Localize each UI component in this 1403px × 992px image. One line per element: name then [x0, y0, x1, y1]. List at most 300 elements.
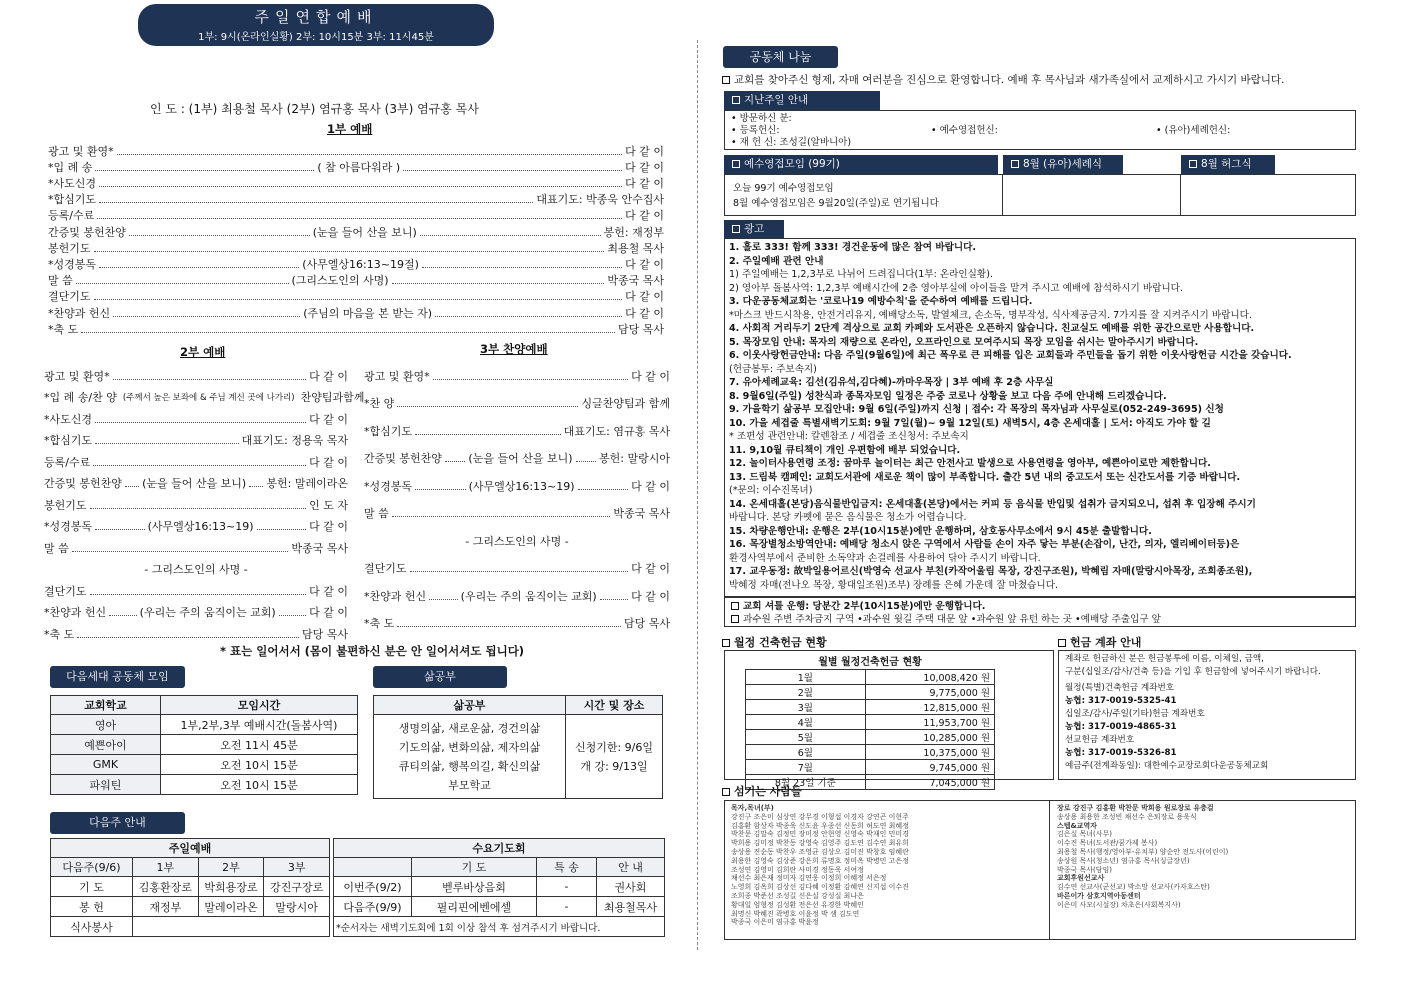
order-leader: 담당 목사 [617, 322, 664, 336]
notice-item: 15. 차량운행안내: 운행은 2부(10시15분)에만 운행하며, 삼호동사무소에서 9시 45분 출발합니다. [729, 525, 1152, 537]
order-label: *축 도 [44, 627, 75, 641]
sunday-cell: 말레이라온 [198, 897, 264, 917]
order-row [44, 411, 348, 426]
notice-item: 13. 드림북 캠페인: 교회도서관에 새로운 책이 많이 부족합니다. 출간 5년 내의 중고도서 또는 신간도서를 기증 바랍니다. [729, 471, 1241, 483]
leader-dots [113, 372, 307, 380]
leader-dots [397, 619, 621, 627]
servers-box [724, 800, 1356, 940]
order-detail: (사무엘상16:13~19) [468, 479, 575, 493]
leader-dots [99, 179, 622, 187]
notice-item: 3. 다운공동체교회는 '코로나19 예방수칙'을 준수하여 예배를 드립니다. [729, 296, 1033, 307]
table-row [51, 877, 330, 897]
order-leader: 박종국 목사 [291, 541, 348, 555]
checkbox-icon [722, 788, 730, 796]
order-row [44, 497, 348, 512]
order-label: 간증및 봉헌찬양 [48, 225, 126, 239]
account-number: 농협: 317-0019-4865-31 [1065, 722, 1177, 732]
server-line: 목자,목녀(부) [731, 804, 774, 812]
order-row [364, 368, 670, 383]
notice-item: 7. 유아세례교육: 김선(김유석,김다혜)-까마우목장 | 3부 예배 후 2층 사무실 [729, 377, 1054, 388]
order-row [364, 616, 670, 631]
leader-dots [93, 458, 306, 466]
sunday-cell: 김홍환장로 [133, 877, 199, 897]
order-label: *찬양과 헌신 [48, 306, 111, 320]
month-cell: 5월 [746, 730, 866, 745]
leader-dots [95, 415, 306, 423]
order-leader: 박종국 목사 [613, 507, 670, 520]
order-leader: 다 같 이 [631, 589, 671, 603]
account-box [1058, 650, 1356, 780]
life-course-line: 부모학교 [448, 778, 491, 792]
sunday-cell: 박희용장로 [198, 877, 264, 897]
notice-item: 16. 목장별청소방역안내: 예배당 청소시 앉은 구역에서 사람들 손이 자주 닿는 부분(손잡이, 난간, 의자, 엘리베이터등)은 [729, 539, 1240, 550]
amount-cell: 9,775,000 원 [865, 685, 994, 700]
table-row [746, 685, 995, 700]
leader-dots [76, 276, 289, 284]
order-row [48, 273, 664, 288]
table-row [51, 897, 330, 917]
order-row [44, 368, 348, 383]
leader-dots [129, 228, 310, 236]
life-deadline: 신청기한: 9/6일 [574, 740, 654, 754]
leader-dots [392, 509, 611, 517]
server-line: 바른이가 삼호지역아동센터 [1057, 891, 1141, 900]
order-row [48, 240, 664, 255]
events-box [724, 174, 1356, 216]
notice-item: 11. 9,10월 큐티책이 개인 우편함에 배부 되었습니다. [729, 444, 961, 456]
divider [1002, 175, 1003, 215]
notice-item: 2) 영아부 돌봄사역: 1,2,3부 예배시간에 2층 영아부실에 아이들을 맡겨 주시고 예배에 참석하시기 바랍니다. [729, 282, 1183, 294]
server-line: 송상용 최용한 조성빈 채선수 은퇴장로 용욱식 [1057, 812, 1197, 821]
order-label: *합심기도 [48, 193, 97, 207]
building-heading [722, 634, 827, 650]
order-leader: 다 같 이 [631, 562, 670, 575]
servers-heading [722, 783, 802, 799]
leader-dots [94, 292, 623, 300]
baptism-line: • (유아)세례헌신: [1156, 125, 1231, 136]
checkbox-icon [722, 76, 730, 84]
order-row [364, 533, 670, 548]
order-subtitle: - 그리스도인의 사명 - [144, 563, 248, 576]
server-line: 박종국 목사(담임) [1057, 865, 1113, 874]
order-row [44, 454, 348, 469]
notice-item: *마스크 반드시착용, 안전거리유지, 예배당소독, 발열체크, 손소독, 명부작성, 식사제공금지. 7가지를 잘 지켜주시기 바랍니다. [729, 309, 1252, 321]
order-row [44, 626, 348, 641]
leader-dots [415, 427, 561, 435]
sunday-cell: 식사봉사 [51, 917, 133, 937]
wed-col: 기 도 [412, 858, 537, 877]
servers-left-list [731, 804, 909, 927]
wed-col: 특 송 [537, 858, 597, 877]
server-line: 교회후원선교사 [1057, 874, 1105, 883]
life-schedule [566, 715, 663, 799]
service2-heading: 2부 예배 [180, 345, 226, 359]
life-col-time: 시간 및 장소 [566, 696, 663, 715]
leader-dots [445, 454, 466, 462]
wed-col: 안 내 [597, 858, 665, 877]
order-label: *찬 양 [364, 397, 395, 410]
checkbox-icon [1011, 160, 1019, 168]
order-row [364, 451, 670, 466]
life-heading: 삶공부 [373, 666, 507, 688]
building-box [724, 650, 1054, 789]
leader-dots [397, 399, 578, 407]
account-heading [1058, 634, 1141, 650]
server-line: 조희종 박준선 조성길 신은실 강성실 최나은 [731, 891, 864, 900]
order-row [48, 305, 664, 320]
order-row [48, 256, 664, 271]
notice-item: (헌금봉투: 주보속지) [729, 363, 817, 375]
nextgen-cell: 1부,2부,3부 예배시간(돌봄사역) [161, 715, 358, 735]
leader-dots [77, 630, 299, 638]
notice-item: 12. 놀이터사용연령 조정: 꿈마루 놀이터는 최근 안전사고 발생으로 사용연령을 영아부, 예쁜아이로만 제한합니다. [729, 458, 1211, 469]
leader-dots [97, 211, 622, 219]
sunday-col: 3부 [264, 858, 330, 877]
order-row [48, 143, 664, 158]
leader-dots [600, 592, 629, 600]
amount-cell: 10,285,000 원 [865, 730, 994, 745]
month-cell: 1월 [746, 670, 866, 685]
notice-heading [724, 220, 784, 238]
order-leader: 담당 목사 [623, 617, 670, 630]
parking-box [724, 597, 1356, 627]
order-label: *찬양과 헌신 [364, 589, 427, 603]
order-label: 결단기도 [364, 562, 407, 575]
nextgen-col-school: 교회학교 [51, 696, 161, 715]
server-line: 이은미 사모(시설장) 차초은(사회복지사) [1057, 900, 1181, 909]
order-label: *합심기도 [364, 424, 413, 438]
notice-item: 1. 홀로 333! 함께 333! 경건운동에 많은 참여 바랍니다. [729, 242, 977, 253]
order-detail: (눈을 들어 산을 보니) [142, 477, 247, 490]
notice-item: 6. 이웃사랑헌금안내: 다음 주일(9월6일)에 최근 폭우로 큰 피해를 입은 교회들과 주민들을 돕기 위한 이웃사랑헌금 시간을 갖습니다. [729, 350, 1292, 361]
server-line: 황대일 엄형정 김성환 전은선 유경한 박혜인 [731, 900, 864, 909]
servers-title: 섬기는 사람들 [734, 785, 802, 798]
leader-dots [257, 522, 307, 530]
hug-heading [1181, 155, 1275, 174]
server-line: 박희용 김미정 박찬동 강영숙 김영주 김도연 김수연 최유희 [731, 839, 909, 848]
nextgen-cell: 오전 11시 45분 [161, 735, 358, 755]
order-detail: (우리는 주의 움직이는 교회) [139, 606, 276, 619]
notice-item: 5. 목장모임 안내: 목자의 재량으로 온라인, 오프라인으로 모여주시되 목장 모임을 쉬시는 말아주시기 바랍니다. [729, 336, 1199, 348]
table-row [746, 670, 995, 685]
nextgen-cell: 오전 10시 15분 [161, 755, 358, 775]
notice-item: 1) 주일예배는 1,2,3부로 나뉘어 드려집니다(1부: 온라인실황). [729, 269, 993, 280]
order-row [364, 396, 670, 411]
registered-line: • 등록헌신: [731, 125, 780, 136]
nextgen-table [50, 695, 358, 795]
life-courses [374, 715, 566, 799]
checkbox-icon [732, 96, 740, 104]
notice-item: 바랍니다. 본당 카펫에 묻은 음식물은 청소가 어렵습니다. [729, 512, 967, 523]
amount-cell: 10,375,000 원 [865, 745, 994, 760]
wed-cell: 필리핀에벤에셀 [412, 897, 537, 917]
nextweek-heading: 다음주 안내 [50, 812, 185, 834]
sunday-col: 다음주(9/6) [51, 858, 133, 877]
order-label: 말 씀 [44, 541, 69, 555]
amount-cell: 12,815,000 원 [865, 700, 994, 715]
order-leader: 봉헌: 재정부 [603, 225, 665, 239]
last-week-heading [724, 91, 880, 110]
leader-dots [72, 544, 289, 552]
server-line: 최용한 김영숙 김상준 강은희 류명호 정미옥 박병민 고은정 [731, 856, 909, 865]
order-leader: 다 같 이 [631, 369, 670, 383]
jesus-heading [724, 155, 998, 174]
order-row [48, 175, 664, 190]
server-line: 노영희 김옥희 김상선 김다혜 이정환 김혜연 신지섭 이수진 [731, 883, 909, 892]
accept-jesus-line: • 예수영접헌신: [931, 125, 998, 136]
order-row [44, 540, 348, 555]
checkbox-icon [1189, 160, 1197, 168]
order-label: 봉헌기도 [48, 241, 91, 255]
order-leader: 대표기도: 염규홍 목사 [563, 424, 670, 438]
checkbox-icon [732, 160, 740, 168]
order-detail: (주께서 높은 보좌에 & 주님 계신 곳에 나가리) [122, 393, 295, 403]
table-row [334, 877, 665, 897]
account-title: 헌금 계좌 안내 [1070, 636, 1142, 649]
order-row [44, 476, 348, 491]
wed-cell: - [537, 877, 597, 897]
order-leader: 박종국 목사 [607, 274, 665, 288]
table-row [746, 745, 995, 760]
leader-dots [435, 309, 622, 317]
server-line: 김수연 선교사(군선교) 박소망 선교사(카자흐스탄) [1057, 883, 1210, 892]
order-leader: 다 같 이 [625, 290, 664, 304]
leader-dots [99, 260, 299, 268]
month-cell: 4월 [746, 715, 866, 730]
server-line: 박찬문 김말숙 김정민 장미정 안현영 신영숙 박재인 민미경 [731, 830, 909, 839]
order-leader: 찬양팀과함께 [300, 391, 365, 404]
community-heading: 공동체 나눔 [723, 46, 838, 68]
order-row [364, 561, 670, 576]
order-leader: 다 같 이 [625, 306, 665, 320]
divider [1049, 801, 1050, 939]
order-detail: ( 참 아름다워라 ) [317, 160, 401, 174]
account-line: 계좌로 헌금하신 분은 헌금봉투에 이름, 이체일, 금액, [1065, 654, 1264, 664]
account-number: 농협: 317-0019-5325-41 [1065, 696, 1177, 706]
table-row [746, 760, 995, 775]
order-row [44, 605, 348, 620]
month-cell: 7월 [746, 760, 866, 775]
order-row [364, 478, 670, 493]
month-cell: 6월 [746, 745, 866, 760]
order-label: 말 씀 [48, 274, 73, 288]
leader-dots [113, 309, 300, 317]
sunday-cell: 재정부 [133, 897, 199, 917]
order-row [48, 208, 664, 223]
server-line: 채선수 최은재 정미자 김연웅 이정희 이혜정 서은정 [731, 874, 887, 883]
month-cell: 8월 23일 기준 [746, 775, 866, 790]
account-line: 월정(특별)건축헌금 계좌번호 [1065, 683, 1175, 693]
notice-item: (*문의: 이수진목녀) [729, 485, 813, 496]
leader-dots [249, 479, 263, 487]
life-col-course: 삶공부 [374, 696, 566, 715]
order-label: *찬양과 헌신 [44, 606, 107, 619]
order-label: 말 씀 [364, 507, 389, 520]
account-line: 선교헌금 계좌번호 [1065, 735, 1135, 745]
wed-cell: 벧루바상음회 [412, 877, 537, 897]
server-line: 김은실 목녀(사무) [1057, 830, 1113, 839]
servers-right-list [1057, 804, 1228, 910]
order-subtitle: - 그리스도인의 사명 - [465, 534, 569, 548]
order-label: 광고 및 환영* [44, 369, 110, 383]
order-leader: 다 같 이 [631, 479, 670, 493]
amount-cell: 11,953,700 원 [865, 715, 994, 730]
wed-head: 수요기도회 [334, 839, 665, 858]
nextgen-cell: 파워틴 [51, 775, 161, 795]
leader-dots [410, 564, 629, 572]
sunday-head: 주일예배 [51, 839, 330, 858]
jesus-line: 8월 예수영접모임은 9월20일(주일)로 연기됩니다 [733, 198, 939, 209]
order-detail: (눈을 들어 산을 보니) [312, 225, 417, 239]
service-times: 1부: 9시(온라인실황) 2부: 10시15분 3부: 11시45분 [198, 32, 434, 43]
sunday-col: 1부 [133, 858, 199, 877]
order-label: 결단기도 [44, 584, 87, 598]
leader-dots [90, 587, 307, 595]
order-row [48, 321, 664, 336]
notice-item: 환경사역부에서 준비한 소독약과 손걸레를 사용하여 닦아 주시기 바랍니다. [729, 552, 1041, 564]
table-row [51, 775, 358, 795]
order-detail: (사무엘상16:13~19) [147, 520, 254, 533]
wednesday-table [333, 838, 665, 937]
leader-dots [95, 163, 314, 171]
baptism-title: 8월 (유아)세례식 [1023, 158, 1103, 170]
notice-item: 2. 주일예배 관련 안내 [729, 255, 824, 267]
nextgen-heading: 다음세대 공동체 모임 [50, 666, 185, 688]
server-line: 이수진 목녀(도서관/꿈가제 봉사) [1057, 839, 1158, 848]
order-leader: 다 같 이 [309, 606, 349, 619]
order-label: 광고 및 환영* [48, 144, 114, 158]
building-table [745, 652, 995, 790]
life-course-line: 기도의삶, 변화의삶, 제자의삶 [398, 740, 541, 754]
notice-item: 9. 가을학기 삶공부 모집안내: 9월 6일(주일)까지 신청 | 접수: 각 목장의 목자님과 사무실로(052-249-3695) 신청 [729, 404, 1224, 415]
visitors-line: • 방문하신 분: [731, 113, 792, 124]
parking-text: 과수원 주변 주차금지 구역 •과수원 윗길 주택 대문 앞 •과수원 앞 유턴 하는 곳 •예배당 주출입구 앞 [743, 614, 1161, 625]
leader-dots [94, 244, 605, 252]
month-cell: 3월 [746, 700, 866, 715]
wed-cell: 최용철목사 [597, 897, 665, 917]
notice-box [724, 238, 1356, 597]
table-row [51, 715, 358, 735]
order-leader: 대표기도: 정용욱 목자 [241, 434, 348, 447]
leader-dots [420, 228, 601, 236]
order-row [48, 289, 664, 304]
leader-dots [415, 482, 466, 490]
order-row [44, 390, 365, 405]
wed-cell: 이번주(9/2) [334, 877, 412, 897]
order-leader: 다 같 이 [309, 369, 348, 383]
baptism-heading [1003, 155, 1123, 174]
checkbox-icon [1058, 639, 1066, 647]
order-row [44, 519, 348, 534]
order-label: 등록/수료 [48, 209, 95, 223]
leader-dots [95, 522, 145, 530]
order-label: 결단기도 [48, 290, 91, 304]
order-row [364, 423, 670, 438]
server-line: 최용철 목사(행정/영아부-유치부) 양순안 전도사(어린이) [1057, 847, 1229, 856]
order-row [44, 562, 348, 577]
notice-item: * 조편성 관련안내: 칼렌참조 / 세겹줄 조신청서: 주보속지 [729, 431, 969, 442]
table-row [51, 917, 330, 937]
life-start: 개 강: 9/13일 [580, 759, 648, 773]
order-label: 간증및 봉헌찬양 [364, 452, 442, 465]
sunday-cell [133, 917, 330, 937]
order-row [44, 433, 348, 448]
preacher-line: 인 도 : (1부) 최용철 목사 (2부) 염규홍 목사 (3부) 염규홍 목사 [150, 102, 479, 116]
order-label: *사도신경 [48, 176, 97, 190]
notice-title: 광고 [744, 223, 765, 235]
leader-dots [109, 608, 137, 616]
service-title-banner [138, 4, 494, 46]
nextgen-cell: 예쁜아이 [51, 735, 161, 755]
wed-cell: 권사회 [597, 877, 665, 897]
order-leader: 싱글찬양팀과 함께 [581, 397, 670, 410]
order-leader: 다 같 이 [309, 520, 348, 533]
sunday-cell: 말랑시아 [264, 897, 330, 917]
divider [1180, 175, 1181, 215]
server-line: 조성연 김영미 김희란 사미경 정동욱 서여정 [731, 865, 864, 874]
last-week-title: 지난주일 안내 [744, 94, 809, 106]
jesus-title: 예수영접모임 (99기) [744, 158, 840, 170]
order-leader: 봉헌: 말레이라온 [266, 477, 349, 490]
order-leader: 다 같 이 [625, 144, 664, 158]
stand-note: * 표는 일어서서 (몸이 불편하신 분은 안 일어서셔도 됩니다) [220, 644, 525, 658]
order-leader: 다 같 이 [309, 455, 348, 469]
notice-item: 4. 사회적 거리두기 2단계 격상으로 교회 카페와 도서관은 오픈하지 않습니다. 친교실도 예배를 위한 공간으로만 사용합니다. [729, 323, 1255, 334]
notice-item: 17. 교우동정: 故박일용어르신(박영숙 선교사 부친(카작어울림 목장, 강진구조원), 박혜림 자매(말랑시아목장, 조희종조원), [729, 566, 1253, 577]
leader-dots [279, 608, 307, 616]
last-week-box [724, 110, 1356, 150]
notice-item: 8. 9월6일(주일) 성찬식과 종목자모임 일정은 주중 코로나 상황을 보고 다음 주에 안내해 드리겠습니다. [729, 390, 1167, 402]
hug-title: 8월 허그식 [1201, 158, 1252, 170]
page-divider [697, 40, 698, 950]
life-table [373, 695, 663, 799]
order-leader: 최용철 목사 [607, 241, 664, 255]
shuttle-line [731, 600, 1349, 613]
order-leader: 다 같 이 [625, 209, 664, 223]
leader-dots [433, 372, 629, 380]
wed-note: *순서자는 새벽기도회에 1회 이상 참석 후 섬겨주시기 바랍니다. [334, 917, 665, 937]
order-label: *성경봉독 [364, 479, 413, 493]
notice-item: 10. 가을 세겹줄 특별새벽기도회: 9월 7일(월)~ 9월 12일(토) 새벽5시, 4층 온세대홀 | 도서: 아직도 가야 할 길 [729, 417, 1211, 429]
welcome-text: 교회를 찾아주신 형제, 자매 여러분을 진심으로 환영합니다. 예배 후 목사님과 새가족실에서 교제하시고 가시기 바랍니다. [734, 74, 1285, 86]
account-line: 구분(십일조/감사/건축 등)을 기입 후 헌금함에 넣어주시기 바랍니다. [1065, 667, 1321, 677]
table-row [51, 735, 358, 755]
order-leader: 담당 목사 [301, 627, 348, 641]
leader-dots [576, 454, 597, 462]
building-title: 월정 건축헌금 현황 [734, 636, 827, 649]
order-detail: (주님의 마음을 본 받는 자) [303, 306, 433, 320]
order-label: *사도신경 [44, 412, 93, 426]
server-line: 최명신 박혜진 곽병호 이윤정 박 샘 김도연 [731, 909, 860, 918]
nextgen-cell: GMK [51, 755, 161, 775]
order-label: *합심기도 [44, 434, 93, 447]
order-detail: (그리스도인의 사명) [291, 274, 389, 288]
service-title: 주일연합예배 [254, 8, 378, 26]
leader-dots [90, 501, 307, 509]
jesus-info [733, 181, 939, 211]
order-label: 간증및 봉헌찬양 [44, 477, 122, 490]
table-row [746, 715, 995, 730]
order-row [364, 506, 670, 521]
order-detail: (우리는 주의 움직이는 교회) [460, 589, 597, 603]
account-line: 십일조/감사/주일(기타)헌금 계좌번호 [1065, 709, 1205, 719]
notice-list [729, 241, 1351, 592]
order-row [48, 224, 664, 239]
life-course-line: 큐티의삶, 행복의길, 확신의삶 [398, 759, 541, 773]
leader-dots [95, 436, 239, 444]
wed-cell: - [537, 897, 597, 917]
order-label: 봉헌기도 [44, 498, 87, 512]
